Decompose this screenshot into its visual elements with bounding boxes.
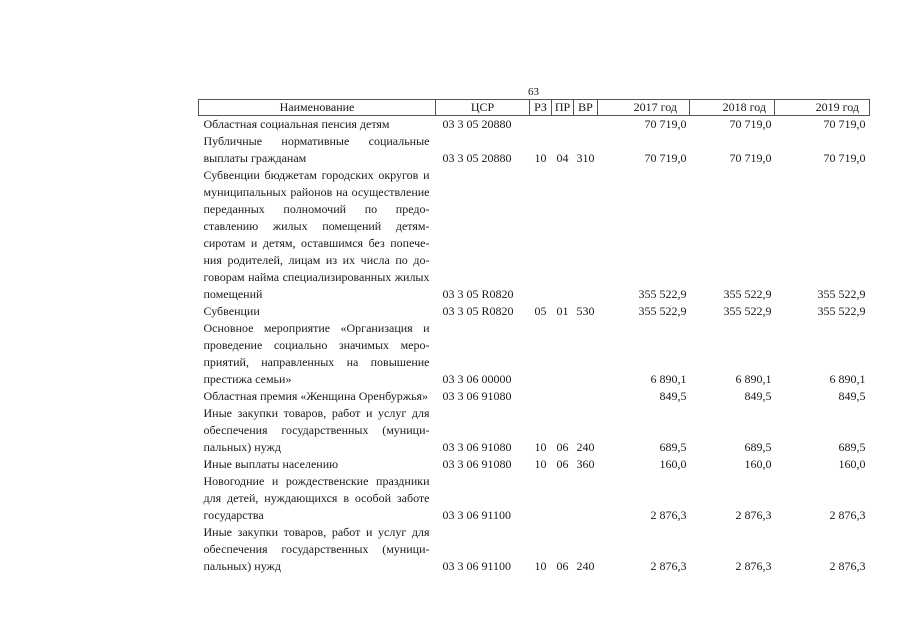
row-rz: 10 (534, 440, 547, 454)
row-rz: 10 (534, 151, 547, 165)
row-name: Основное мероприятие «Организация и проведение социально значимых мероприятий, направленных на повышение престижа семьи» (203, 321, 430, 386)
row-vr: 530 (576, 304, 595, 318)
row-2019: 849,5 (838, 389, 866, 403)
row-name: Субвенции (203, 304, 260, 318)
row-vr (574, 388, 598, 405)
row-csr: 03 3 06 91100 (442, 508, 512, 522)
header-2017: 2017 год (598, 100, 690, 116)
row-pr (552, 473, 574, 524)
row-csr: 03 3 05 R0820 (442, 287, 514, 301)
table-row (199, 456, 870, 473)
row-2017: 355 522,9 (638, 287, 687, 301)
row-2018: 6 890,1 (735, 372, 772, 386)
row-pr: 01 (556, 304, 569, 318)
row-2019: 355 522,9 (817, 304, 866, 318)
header-2018: 2018 год (690, 100, 775, 116)
row-2018: 70 719,0 (729, 151, 772, 165)
row-2019: 2 876,3 (829, 559, 866, 573)
row-2018: 160,0 (744, 457, 772, 471)
row-rz: 10 (534, 559, 547, 573)
row-2017: 355 522,9 (638, 304, 687, 318)
row-2019: 2 876,3 (829, 508, 866, 522)
table-row (199, 133, 870, 167)
header-vr: ВР (574, 100, 598, 116)
row-name: Областная социальная пенсия детям (203, 117, 390, 131)
row-pr (552, 320, 574, 388)
table-row (199, 388, 870, 405)
row-csr: 03 3 05 R0820 (442, 304, 514, 318)
row-2019: 355 522,9 (817, 287, 866, 301)
row-vr: 240 (576, 440, 595, 454)
row-name: Новогодние и рождественские праздники для детей, нуждающихся в особой заботе государства (203, 474, 430, 522)
table-header (199, 100, 870, 116)
row-csr: 03 3 06 91080 (442, 440, 512, 454)
table-row (199, 405, 870, 456)
budget-table (198, 99, 870, 575)
page-number: 63 (528, 86, 539, 98)
header-name: Наименование (199, 100, 436, 116)
row-csr: 03 3 06 91080 (442, 457, 512, 471)
header-pr: ПР (552, 100, 574, 116)
row-2017: 849,5 (659, 389, 687, 403)
row-vr: 240 (576, 559, 595, 573)
row-pr: 06 (556, 559, 569, 573)
row-pr (552, 167, 574, 303)
row-csr: 03 3 05 20880 (442, 117, 512, 131)
row-name: Иные выплаты населению (203, 457, 339, 471)
row-name: Иные закупки товаров, работ и услуг для обеспечения государственных (муниципальных) нужд (203, 406, 430, 454)
row-2017: 70 719,0 (644, 151, 687, 165)
row-vr (574, 116, 598, 134)
row-2018: 355 522,9 (723, 287, 772, 301)
row-rz (530, 473, 552, 524)
header-2019: 2019 год (775, 100, 870, 116)
row-2019: 160,0 (838, 457, 866, 471)
row-rz (530, 116, 552, 134)
row-name: Областная премия «Женщина Оренбуржья» (203, 389, 429, 403)
table-row (199, 303, 870, 320)
row-rz (530, 320, 552, 388)
row-pr (552, 388, 574, 405)
table-row (199, 167, 870, 303)
row-2018: 689,5 (744, 440, 772, 454)
row-csr: 03 3 06 91080 (442, 389, 512, 403)
row-2019: 689,5 (838, 440, 866, 454)
header-rz: РЗ (530, 100, 552, 116)
row-2018: 70 719,0 (729, 117, 772, 131)
row-name: Публичные нормативные социальные выплаты гражданам (203, 134, 430, 165)
row-pr: 06 (556, 440, 569, 454)
row-pr: 06 (556, 457, 569, 471)
header-row (199, 100, 870, 116)
row-2019: 70 719,0 (823, 151, 866, 165)
row-vr (574, 320, 598, 388)
row-2018: 2 876,3 (735, 508, 772, 522)
row-vr (574, 473, 598, 524)
row-2018: 355 522,9 (723, 304, 772, 318)
row-2018: 2 876,3 (735, 559, 772, 573)
row-2017: 689,5 (659, 440, 687, 454)
row-2017: 2 876,3 (650, 508, 687, 522)
row-2019: 70 719,0 (823, 117, 866, 131)
row-name: Субвенции бюджетам городских округов и муниципальных районов на осуществление переданных полномочий по предоставлению жилых помещений детям-сиротам и детям, оставшимся без попечения родителей, лицам из их числа по договорам найма специализированных жилых помещений (203, 168, 430, 301)
row-2018: 849,5 (744, 389, 772, 403)
table-row (199, 473, 870, 524)
row-2017: 160,0 (659, 457, 687, 471)
row-vr (574, 167, 598, 303)
row-pr (552, 116, 574, 134)
table-row (199, 524, 870, 575)
row-name: Иные закупки товаров, работ и услуг для обеспечения государственных (муниципальных) нужд (203, 525, 430, 573)
row-vr: 360 (576, 457, 595, 471)
table-row (199, 320, 870, 388)
row-2019: 6 890,1 (829, 372, 866, 386)
row-2017: 70 719,0 (644, 117, 687, 131)
row-pr: 04 (556, 151, 569, 165)
header-csr: ЦСР (436, 100, 530, 116)
row-csr: 03 3 05 20880 (442, 151, 512, 165)
row-2017: 2 876,3 (650, 559, 687, 573)
row-vr: 310 (576, 151, 595, 165)
row-2017: 6 890,1 (650, 372, 687, 386)
row-rz (530, 388, 552, 405)
row-csr: 03 3 06 91100 (442, 559, 512, 573)
table-body (199, 116, 870, 576)
row-rz (530, 167, 552, 303)
row-rz: 05 (534, 304, 547, 318)
row-rz: 10 (534, 457, 547, 471)
row-csr: 03 3 06 00000 (442, 372, 512, 386)
table-row (199, 116, 870, 134)
